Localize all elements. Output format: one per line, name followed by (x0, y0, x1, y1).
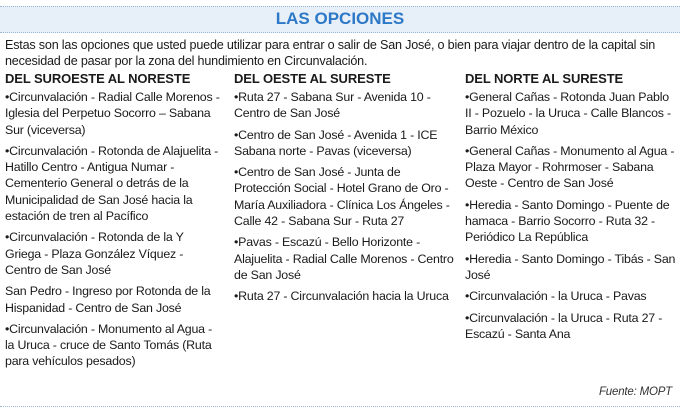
route-item: •Circunvalación - Monumento al Agua - la Uruca - cruce de Santo Tomás (Ruta para vehículos pesados) (5, 321, 212, 369)
route-item: •Circunvalación - Rotonda de Alajuelita - Hatillo Centro - Antigua Numar - Cementerio General o detrás de la Municipalidad de San José hacia la estación de tren al Pacífico (5, 143, 219, 224)
route-item: •Circunvalación - la Uruca - Pavas (465, 289, 647, 304)
route-item: •Pavas - Escazú - Bello Horizonte - Alajuelita - Radial Calle Morenos - Centro de San José (234, 235, 454, 282)
route-item: •Circunvalación - la Uruca - Ruta 27 - Escazú - Santa Ana (465, 310, 663, 341)
route-item: •General Cañas - Rotonda Juan Pablo II - Pozuelo - la Uruca - Calle Blancos - Barrio México (465, 90, 671, 137)
route-item: •General Cañas - Monumento al Agua - Plaza Mayor - Rohrmoser - Sabana Oeste - Centro de San José (465, 143, 675, 191)
column-heading: DEL NORTE AL SURESTE (465, 71, 624, 86)
route-item: •Circunvalación - Radial Calle Morenos - Iglesia del Perpetuo Socorro – Sabana Sur (viceversa) (5, 90, 220, 137)
route-item: •Ruta 27 - Circunvalación hacia la Uruca (234, 289, 449, 304)
column-southwest-northeast (5, 70, 220, 375)
intro-text: Estas son las opciones que usted puede utilizar para entrar o salir de San José, o bien para viajar dentro de la capital sin necesidad de pasar por la zona del hundimiento en Circunvalación. (5, 38, 656, 68)
route-item: •Ruta 27 - Sabana Sur - Avenida 10 - Centro de San José (234, 90, 431, 121)
page-title: LAS OPCIONES (275, 9, 405, 28)
route-item: •Heredia - Santo Domingo - Tibás - San José (465, 251, 676, 282)
route-item: •Heredia - Santo Domingo - Puente de hamaca - Barrio Socorro - Ruta 32 - Periódico La República (465, 197, 670, 245)
route-item: San Pedro - Ingreso por Rotonda de la Hispanidad - Centro de San José (5, 284, 211, 315)
source-credit: Fuente: MOPT (598, 386, 672, 398)
route-item: •Centro de San José - Avenida 1 - ICE Sabana norte - Pavas (viceversa) (234, 127, 438, 158)
column-north-southeast (465, 70, 677, 347)
route-item: •Circunvalación - Rotonda de la Y Griega - Plaza González Víquez - Centro de San José (5, 230, 184, 277)
bottom-divider (0, 406, 680, 407)
column-heading: DEL SUROESTE AL NORESTE (5, 71, 191, 86)
column-west-southeast (234, 70, 456, 310)
column-heading: DEL OESTE AL SURESTE (234, 71, 391, 86)
route-item: •Centro de San José - Junta de Protección Social - Hotel Grano de Oro - María Auxiliadora - Clínica Los Ángeles - Calle 42 - Sabana Sur - Ruta 27 (234, 165, 450, 229)
